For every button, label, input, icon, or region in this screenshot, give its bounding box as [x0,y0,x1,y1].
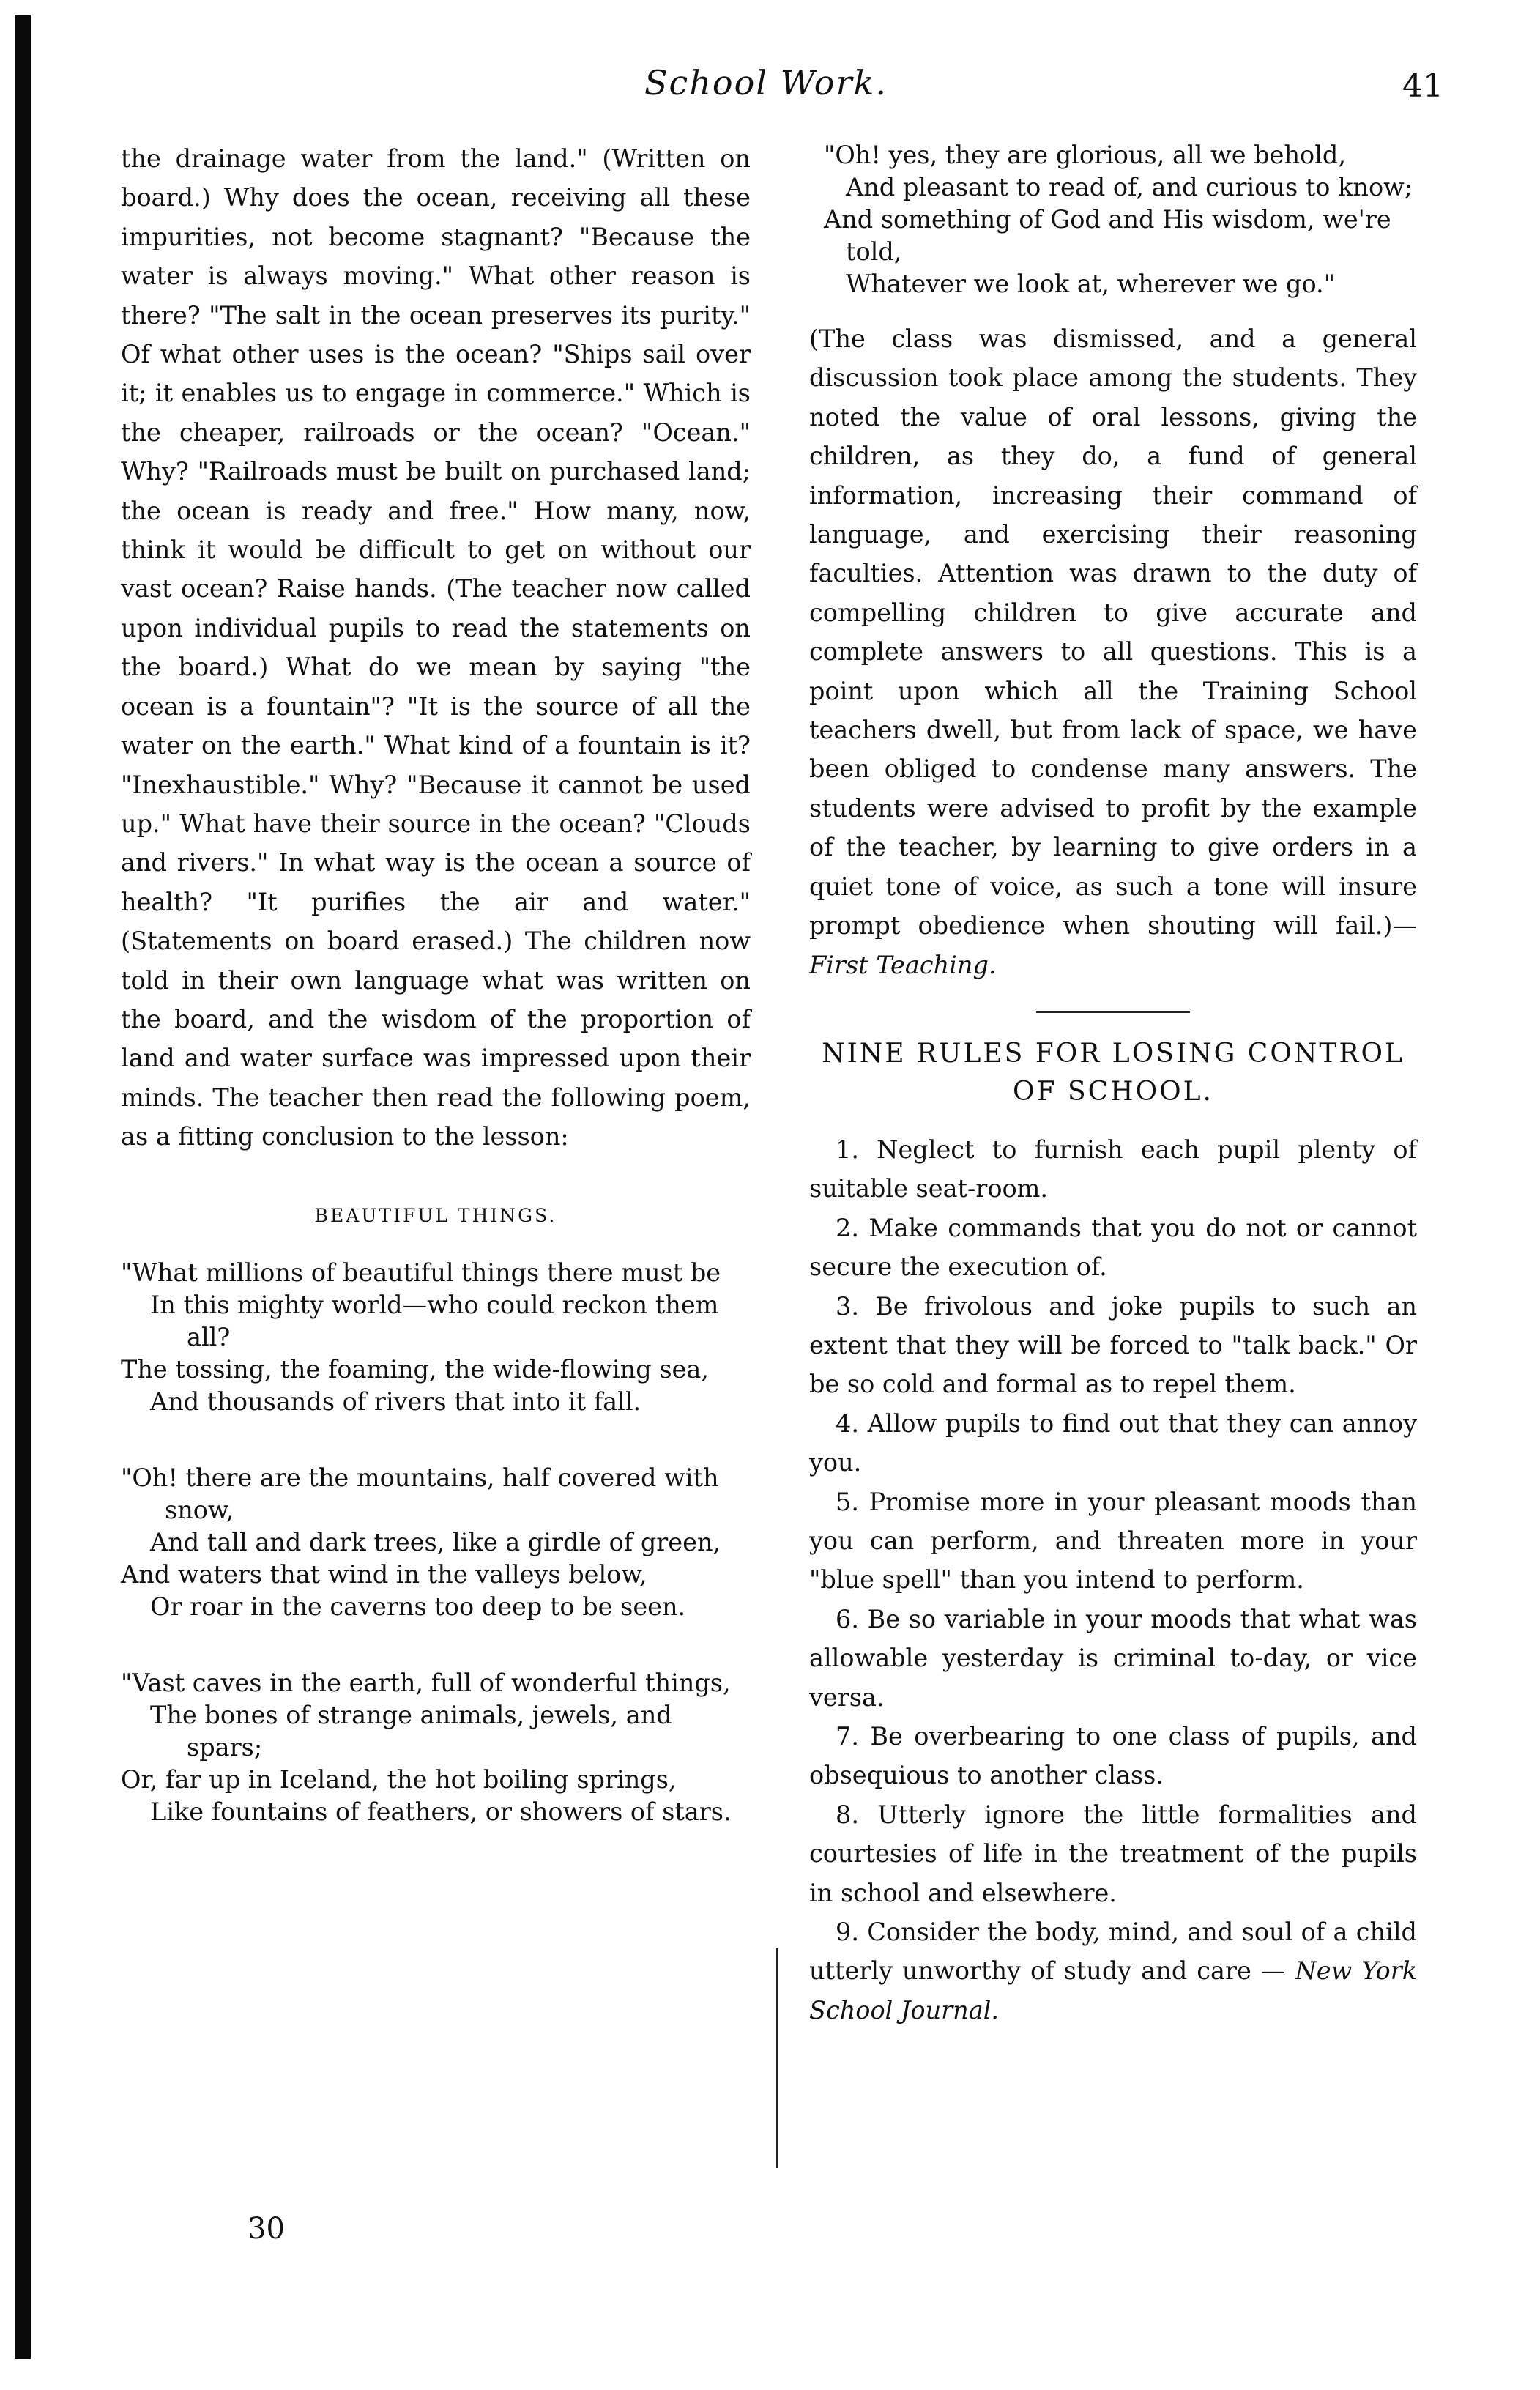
poem-line: "Vast caves in the earth, full of wonderful things, [121,1668,731,1697]
intro-paragraph: the drainage water from the land." (Written on board.) Why does the ocean, receiving all these impurities, not become stagnant? "Because the water is always moving." What other reason is there? "The salt in the ocean preserves its purity." Of what other uses is the ocean? "Ships sail over it; it enables us to engage in commerce." Which is the cheaper, railroads or the ocean? "Ocean." Why? "Railroads must be built on purchased land; the ocean is ready and free." How many, now, think it would be difficult to get on without our vast ocean? Raise hands. (The teacher now called upon individual pupils to read the statements on the board.) What do we mean by saying "the ocean is a fountain"? "It is the source of all the water on the earth." What kind of a fountain is it? "Inexhaustible." Why? "Because it cannot be used up." What have their source in the ocean? "Clouds and rivers." In what way is the ocean a source of health? "It purifies the air and water." (Statements on board erased.) The children now told in their own language what was written on the board, and the wisdom of the proportion of land and water surface was impressed upon their minds. The teacher then read the following poem, as a fitting conclusion to the lesson: [121,144,751,1151]
running-head [0,63,1540,107]
rule-item: 5. Promise more in your pleasant moods than you can perform, and threaten more in your "blue spell" than you intend to perform. [809,1487,1417,1595]
poem-line: And waters that wind in the valleys below, [121,1559,647,1589]
gutter-rule [776,1948,778,2168]
running-title: School Work. [644,63,888,103]
poem-line: And something of God and His wisdom, we're told, [824,205,1391,266]
poem-line: And thousands of rivers that into it fall. [150,1387,641,1416]
poem-line: Like fountains of feathers, or showers of stars. [150,1797,732,1826]
poem-line: And tall and dark trees, like a girdle of green, [150,1527,721,1556]
rule-item: 2. Make commands that you do not or cannot secure the execution of. [809,1213,1417,1282]
signature-mark: 30 [248,2212,285,2246]
closing-stanza [809,139,1417,300]
rule-item: 6. Be so variable in your moods that what was allowable yesterday is criminal to-day, or vice versa. [809,1604,1417,1712]
poem-stanza-2 [121,1462,751,1623]
rule-item: 1. Neglect to furnish each pupil plenty of suitable seat-room. [809,1135,1417,1203]
rule-item: 8. Utterly ignore the little formalities and courtesies of life in the treatment of the pupils in school and elsewhere. [809,1800,1417,1907]
poem-line: The bones of strange animals, jewels, and spars; [150,1700,672,1762]
poem-line: The tossing, the foaming, the wide-flowing sea, [121,1354,709,1384]
discussion-paragraph [809,319,1417,984]
rule-item [809,1912,1417,2030]
poem-stanza-1 [121,1257,751,1418]
poem-line: Or roar in the caverns too deep to be seen. [150,1592,686,1621]
discussion-source: First Teaching. [809,950,997,979]
poem-line: "What millions of beautiful things there must be [121,1258,721,1287]
poem-title: BEAUTIFUL THINGS. [314,1204,557,1226]
rule-item: 4. Allow pupils to find out that they can annoy you. [809,1409,1417,1477]
section-heading: NINE RULES FOR LOSING CONTROL OF SCHOOL. [822,1038,1405,1107]
poem-stanza-3 [121,1667,751,1828]
page-spine-edge [0,0,42,2390]
left-column [121,139,751,1872]
poem-line: "Oh! yes, they are glorious, all we behold, [824,141,1347,169]
section-divider [1036,1011,1190,1013]
rule-item: 7. Be overbearing to one class of pupils, and obsequious to another class. [809,1722,1417,1790]
right-column [809,139,1417,2030]
poem-line: And pleasant to read of, and curious to know; [846,173,1413,201]
discussion-text: (The class was dismissed, and a general discussion took place among the students. They noted the value of oral lessons, giving the children, as they do, a fund of general information, increasing their command of language, and exercising their reasoning faculties. Attention was drawn to the duty of compelling children to give accurate and complete answers to all questions. This is a point upon which all the Training School teachers dwell, but from lack of space, we have been obliged to condense many answers. The students were advised to profit by the example of the teacher, by learning to give orders in a quiet tone of voice, as such a tone will insure prompt obedience when shouting will fail.)— [809,324,1417,940]
rule-item: 3. Be frivolous and joke pupils to such an extent that they will be forced to "talk back." Or be so cold and formal as to repel them. [809,1291,1417,1399]
rule-text: 9. Consider the body, mind, and soul of a child utterly unworthy of study and care — [809,1918,1417,1986]
page-number: 41 [1402,67,1443,105]
poem-line: Or, far up in Iceland, the hot boiling springs, [121,1764,677,1794]
poem-line: "Oh! there are the mountains, half covered with snow, [121,1463,719,1524]
poem-line: In this mighty world—who could reckon them all? [150,1290,719,1351]
poem-line: Whatever we look at, wherever we go." [846,270,1336,298]
rules-source: New York School Journal. [809,1956,1418,2025]
